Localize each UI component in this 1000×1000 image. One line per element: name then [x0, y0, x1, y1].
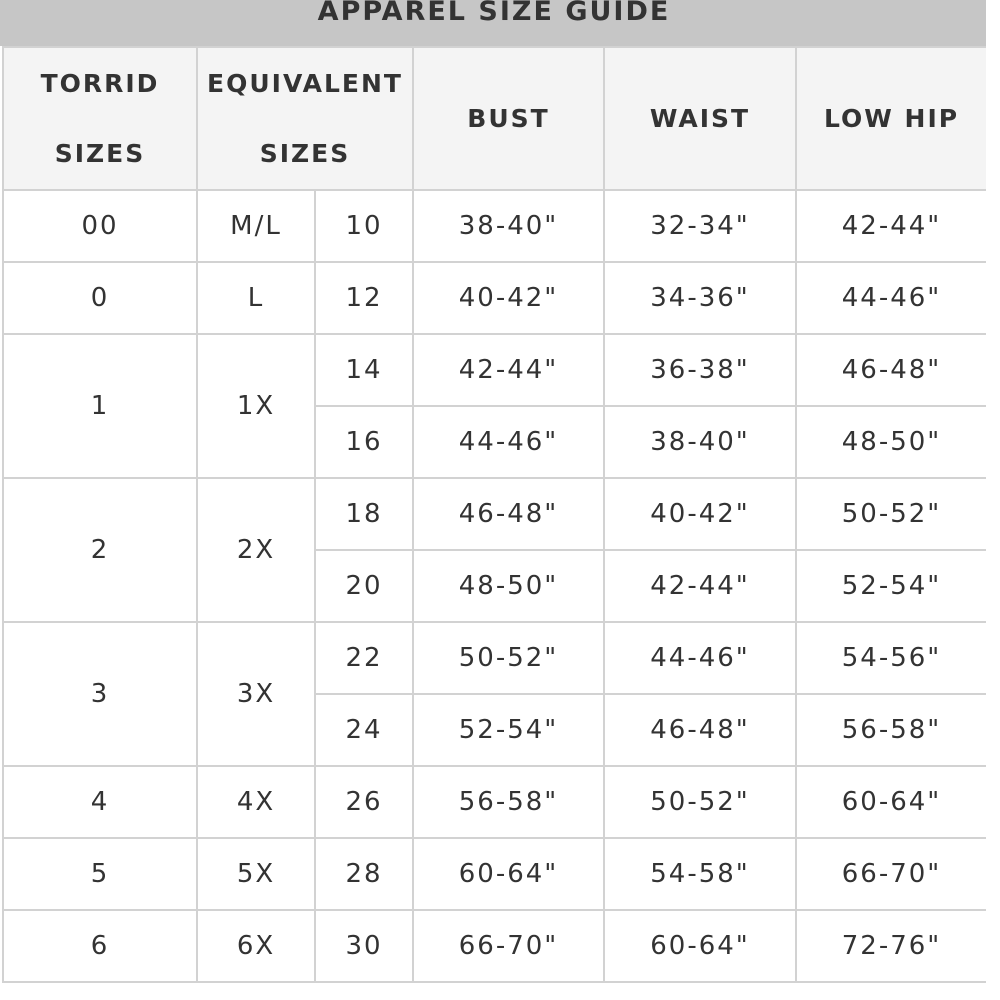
low-hip-cell: 60-64": [796, 766, 987, 838]
waist-cell: 50-52": [604, 766, 796, 838]
waist-cell: 40-42": [604, 478, 796, 550]
waist-cell: 60-64": [604, 910, 796, 982]
waist-cell: 36-38": [604, 334, 796, 406]
table-row: [3, 262, 987, 334]
bust-cell: 50-52": [413, 622, 604, 694]
low-hip-cell: 50-52": [796, 478, 987, 550]
torrid-size-cell: 5: [3, 838, 197, 910]
low-hip-cell: 48-50": [796, 406, 987, 478]
waist-cell: 42-44": [604, 550, 796, 622]
low-hip-cell: 56-58": [796, 694, 987, 766]
letter-size-cell: 3X: [197, 622, 315, 766]
waist-cell: 34-36": [604, 262, 796, 334]
header-row: [3, 47, 987, 190]
torrid-size-cell: 6: [3, 910, 197, 982]
letter-size-cell: 1X: [197, 334, 315, 478]
bust-cell: 42-44": [413, 334, 604, 406]
header-torrid-line2: SIZES: [54, 138, 146, 168]
numeric-size-cell: 20: [315, 550, 413, 622]
header-torrid-line1: TORRID: [40, 68, 160, 98]
size-guide-title: APPAREL SIZE GUIDE: [0, 0, 988, 46]
letter-size-cell: 2X: [197, 478, 315, 622]
waist-cell: 46-48": [604, 694, 796, 766]
letter-size-cell: L: [197, 262, 315, 334]
bust-cell: 48-50": [413, 550, 604, 622]
torrid-size-cell: 0: [3, 262, 197, 334]
numeric-size-cell: 16: [315, 406, 413, 478]
bust-cell: 66-70": [413, 910, 604, 982]
table-row: [3, 190, 987, 262]
waist-cell: 44-46": [604, 622, 796, 694]
bust-cell: 40-42": [413, 262, 604, 334]
header-waist: WAIST: [604, 47, 796, 190]
table-row: [3, 334, 987, 406]
numeric-size-cell: 18: [315, 478, 413, 550]
table-row: [3, 838, 987, 910]
size-guide-table: [2, 46, 988, 983]
page-right-margin: [986, 0, 1000, 1000]
letter-size-cell: M/L: [197, 190, 315, 262]
header-torrid-sizes: [3, 47, 197, 190]
bust-cell: 44-46": [413, 406, 604, 478]
torrid-size-cell: 3: [3, 622, 197, 766]
low-hip-cell: 54-56": [796, 622, 987, 694]
bust-cell: 38-40": [413, 190, 604, 262]
numeric-size-cell: 22: [315, 622, 413, 694]
low-hip-cell: 52-54": [796, 550, 987, 622]
low-hip-cell: 66-70": [796, 838, 987, 910]
numeric-size-cell: 14: [315, 334, 413, 406]
numeric-size-cell: 24: [315, 694, 413, 766]
header-equivalent-line2: SIZES: [259, 138, 351, 168]
bust-cell: 60-64": [413, 838, 604, 910]
low-hip-cell: 42-44": [796, 190, 987, 262]
numeric-size-cell: 28: [315, 838, 413, 910]
torrid-size-cell: 00: [3, 190, 197, 262]
table-row: [3, 478, 987, 550]
table-row: [3, 622, 987, 694]
numeric-size-cell: 30: [315, 910, 413, 982]
low-hip-cell: 72-76": [796, 910, 987, 982]
letter-size-cell: 6X: [197, 910, 315, 982]
waist-cell: 38-40": [604, 406, 796, 478]
header-low-hip: LOW HIP: [796, 47, 987, 190]
header-bust: BUST: [413, 47, 604, 190]
torrid-size-cell: 1: [3, 334, 197, 478]
waist-cell: 54-58": [604, 838, 796, 910]
low-hip-cell: 44-46": [796, 262, 987, 334]
header-equivalent-sizes: [197, 47, 413, 190]
bust-cell: 56-58": [413, 766, 604, 838]
bust-cell: 52-54": [413, 694, 604, 766]
table-row: [3, 910, 987, 982]
numeric-size-cell: 12: [315, 262, 413, 334]
numeric-size-cell: 10: [315, 190, 413, 262]
waist-cell: 32-34": [604, 190, 796, 262]
letter-size-cell: 4X: [197, 766, 315, 838]
table-row: [3, 766, 987, 838]
numeric-size-cell: 26: [315, 766, 413, 838]
torrid-size-cell: 2: [3, 478, 197, 622]
bust-cell: 46-48": [413, 478, 604, 550]
header-equivalent-line1: EQUIVALENT: [207, 68, 403, 98]
low-hip-cell: 46-48": [796, 334, 987, 406]
torrid-size-cell: 4: [3, 766, 197, 838]
letter-size-cell: 5X: [197, 838, 315, 910]
